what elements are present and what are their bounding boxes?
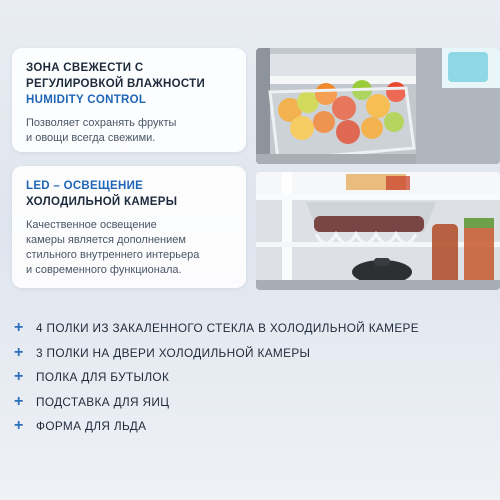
led-title-line2: ХОЛОДИЛЬНОЙ КАМЕРЫ [26,196,178,208]
led-description-line1: Качественное освещение [26,219,157,231]
wine-rack-photo [256,172,500,290]
led-title-accent: LED – ОСВЕЩЕНИЕ [26,180,144,192]
plus-icon: + [14,368,24,386]
led-description [26,218,232,278]
freshness-title-line1: ЗОНА СВЕЖЕСТИ С [26,62,144,74]
feature-list [14,316,419,439]
plus-icon: + [14,417,24,435]
plus-icon: + [14,392,24,410]
freshness-description-line2: и овощи всегда свежими. [26,132,156,144]
feature-item [14,341,419,366]
feature-text: ПОДСТАВКА ДЛЯ ЯИЦ [36,394,170,409]
led-lighting-card [12,166,246,288]
led-description-line2: камеры является дополнением [26,234,186,246]
fruit-drawer-photo [256,48,500,164]
feature-text: ФОРМА ДЛЯ ЛЬДА [36,419,147,434]
feature-text: 4 ПОЛКИ ИЗ ЗАКАЛЕННОГО СТЕКЛА В ХОЛОДИЛЬНОЙ КАМЕРЕ [36,321,419,336]
feature-item [14,414,419,439]
feature-item [14,365,419,390]
feature-text: ПОЛКА ДЛЯ БУТЫЛОК [36,370,170,385]
fruit-drawer-illustration [256,48,500,164]
freshness-zone-card [12,48,246,152]
led-description-line3: стильного внутреннего интерьера [26,249,200,261]
plus-icon: + [14,319,24,337]
led-description-line4: и современного функционала. [26,264,182,276]
humidity-control-label: HUMIDITY CONTROL [26,94,147,106]
plus-icon: + [14,343,24,361]
feature-text: 3 ПОЛКИ НА ДВЕРИ ХОЛОДИЛЬНОЙ КАМЕРЫ [36,345,311,360]
feature-item [14,390,419,415]
freshness-description [26,116,232,146]
wine-rack-illustration [256,172,500,290]
freshness-title-line2: РЕГУЛИРОВКОЙ ВЛАЖНОСТИ [26,78,206,90]
freshness-description-line1: Позволяет сохранять фрукты [26,117,177,129]
feature-item [14,316,419,341]
